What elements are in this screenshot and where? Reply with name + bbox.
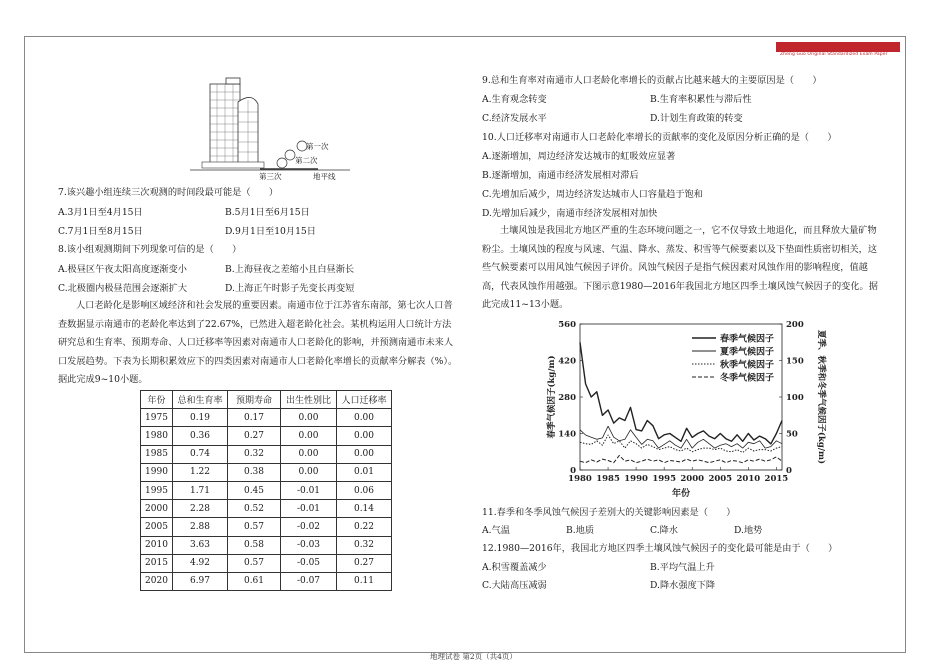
table-cell: 0.32 xyxy=(228,445,281,463)
header-banner xyxy=(776,42,900,52)
table-cell: 1990 xyxy=(141,463,173,481)
table-cell: 0.52 xyxy=(228,500,281,518)
q10-stem: 10.人口迁移率对南通市人口老龄化率增长的贡献率的变化及原因分析正确的是（ ） xyxy=(482,132,837,143)
table-cell: 1980 xyxy=(141,427,173,445)
passage-aging xyxy=(58,297,466,390)
table-row xyxy=(141,445,392,463)
q11-stem: 11.春季和冬季风蚀气候因子差别大的关键影响因素是（ ） xyxy=(482,507,736,518)
q11-option-b: B.地质 xyxy=(566,525,595,536)
table-cell: -0.01 xyxy=(281,500,337,518)
table-cell: 1995 xyxy=(141,481,173,499)
x-tick-label: 1980 xyxy=(568,474,592,484)
y-left-axis-label: 春季气候因子(kg/m) xyxy=(547,355,557,439)
table-cell: 0.27 xyxy=(337,554,392,572)
table-cell: 2020 xyxy=(141,572,173,590)
passage-wind-line: 土壤风蚀是我国北方地区严重的生态环境问题之一，它不仅导致土地退化，而且释放大量矿物 xyxy=(500,225,877,236)
table-cell: 2.88 xyxy=(173,518,228,536)
table-cell: 2000 xyxy=(141,500,173,518)
q7-option-a: A.3月1日至4月15日 xyxy=(58,207,143,218)
table-row xyxy=(141,481,392,499)
legend-label: 夏季气候因子 xyxy=(720,347,775,358)
table-cell: 0.36 xyxy=(173,427,228,445)
legend-label: 冬季气候因子 xyxy=(720,373,775,384)
table-cell: 1.71 xyxy=(173,481,228,499)
q8-option-c: C.北极圈内极昼范围会逐渐扩大 xyxy=(58,283,188,294)
table-cell: 0.06 xyxy=(337,481,392,499)
q8-option-a: A.极昼区午夜太阳高度逐渐变小 xyxy=(58,264,187,275)
passage-wind-line: 些气候要素可以用风蚀气候因子评价。风蚀气候因子是指气候因素对风蚀作用的影响程度，值越 xyxy=(482,262,868,273)
q8-option-d: D.上海正午时影子先变长再变短 xyxy=(225,283,355,294)
table-cell: 0.38 xyxy=(228,463,281,481)
contribution-table xyxy=(140,390,392,591)
table-row xyxy=(141,409,392,427)
q7-option-b: B.5月1日至6月15日 xyxy=(225,207,310,218)
q8-option-b: B.上海昼夜之差缩小且白昼渐长 xyxy=(225,264,355,275)
table-cell: 1975 xyxy=(141,409,173,427)
building-shadow-figure xyxy=(190,74,355,184)
table-cell: 0.00 xyxy=(337,427,392,445)
table-cell: 2.28 xyxy=(173,500,228,518)
y-left-tick-label: 560 xyxy=(558,320,576,330)
q9-option-d: D.计划生育政策的转变 xyxy=(650,113,743,124)
q10-option-d: D.先增加后减少，南通市经济发展相对加快 xyxy=(482,208,658,219)
table-row xyxy=(141,427,392,445)
q11-option-c: C.降水 xyxy=(650,525,678,536)
table-cell: 0.00 xyxy=(281,463,337,481)
table-cell: 0.45 xyxy=(228,481,281,499)
y-left-tick-label: 0 xyxy=(570,466,576,476)
table-row xyxy=(141,518,392,536)
table-header-cell: 预期寿命 xyxy=(228,391,281,409)
x-tick-label: 1990 xyxy=(624,474,648,484)
q7-option-c: C.7月1日至8月15日 xyxy=(58,226,143,237)
q12-stem: 12.1980—2016年，我国北方地区四季土壤风蚀气候因子的变化最可能是由于（ ） xyxy=(482,543,838,554)
table-row xyxy=(141,554,392,572)
y-right-tick-label: 0 xyxy=(786,466,792,476)
y-right-tick-label: 150 xyxy=(786,356,804,367)
q7-option-d: D.9月1日至10月15日 xyxy=(225,226,316,237)
table-cell: 0.57 xyxy=(228,554,281,572)
table-cell: 6.97 xyxy=(173,572,228,590)
legend-label: 秋季气候因子 xyxy=(720,360,775,371)
y-left-tick-label: 420 xyxy=(558,356,576,367)
y-left-tick-label: 280 xyxy=(558,393,576,403)
table-cell: 0.01 xyxy=(337,463,392,481)
table-cell: 0.27 xyxy=(228,427,281,445)
q10-option-c: C.先增加后减少，周边经济发达城市人口容量趋于饱和 xyxy=(482,189,703,200)
q11-option-d: D.地势 xyxy=(734,525,763,536)
series-line-冬季气候因子 xyxy=(580,455,782,462)
table-cell: 0.14 xyxy=(337,500,392,518)
table-cell: -0.01 xyxy=(281,481,337,499)
table-cell: 1985 xyxy=(141,445,173,463)
q12-option-d: D.降水强度下降 xyxy=(650,580,716,591)
y-right-tick-label: 100 xyxy=(786,393,804,403)
table-cell: 0.00 xyxy=(281,427,337,445)
table-cell: -0.03 xyxy=(281,536,337,554)
table-cell: 2005 xyxy=(141,518,173,536)
q12-option-a: A.积雪覆盖减少 xyxy=(482,562,547,573)
q9-option-a: A.生育观念转变 xyxy=(482,94,547,105)
table-cell: 0.32 xyxy=(337,536,392,554)
q12-option-c: C.大陆高压减弱 xyxy=(482,580,547,591)
table-cell: 0.00 xyxy=(337,445,392,463)
q10-option-b: B.逐渐增加，南通市经济发展相对滞后 xyxy=(482,170,639,181)
table-cell: 0.61 xyxy=(228,572,281,590)
q8-stem: 8.该小组观测期间下列现象可信的是（ ） xyxy=(58,244,242,255)
passage-wind-line: 此完成11~13小题。 xyxy=(482,299,569,310)
x-tick-label: 2010 xyxy=(736,474,761,484)
figure-label-second: 第二次 xyxy=(295,156,318,165)
figure-label-horizon: 地平线 xyxy=(313,172,336,181)
passage-aging-line: 口发展趋势。下表为长期积累效应下的四类因素对南通市人口老龄化率增长的贡献率分解表（%）。 xyxy=(58,355,458,367)
q9-option-b: B.生育率积累性与滞后性 xyxy=(650,94,752,105)
y-right-tick-label: 50 xyxy=(786,429,798,440)
table-header-row xyxy=(141,391,392,409)
table-cell: 0.58 xyxy=(228,536,281,554)
table-row xyxy=(141,572,392,590)
passage-wind-line: 粉尘。土壤风蚀的程度与风速、气温、降水、蒸发、积雪等气候要素以及下垫面性质密切相关，这 xyxy=(482,243,878,255)
x-axis-label: 年份 xyxy=(671,489,691,499)
table-cell: 0.11 xyxy=(337,572,392,590)
q7-stem: 7.该兴趣小组连续三次观测的时间段最可能是（ ） xyxy=(58,187,279,198)
table-cell: 2010 xyxy=(141,536,173,554)
y-right-tick-label: 200 xyxy=(786,320,804,330)
table-header-cell: 总和生育率 xyxy=(173,391,228,409)
series-line-春季气候因子 xyxy=(580,342,782,444)
table-cell: 1.22 xyxy=(173,463,228,481)
table-header-cell: 年份 xyxy=(141,391,173,409)
table-cell: 3.63 xyxy=(173,536,228,554)
q9-stem: 9.总和生育率对南通市人口老龄化率增长的贡献占比越来越大的主要原因是（ ） xyxy=(482,75,822,86)
passage-aging-line: 人口老龄化是影响区域经济和社会发展的重要因素。南通市位于江苏省东南部，第七次人口普 xyxy=(76,300,453,311)
table-cell: 0.22 xyxy=(337,518,392,536)
table-header-cell: 出生性别比 xyxy=(281,391,337,409)
table-row xyxy=(141,536,392,554)
table-cell: 0.00 xyxy=(337,409,392,427)
x-tick-label: 1985 xyxy=(596,474,620,484)
q10-option-a: A.逐渐增加，周边经济发达城市的虹吸效应显著 xyxy=(482,151,676,162)
q11-option-a: A.气温 xyxy=(482,525,510,536)
table-cell: 0.19 xyxy=(173,409,228,427)
x-tick-label: 2000 xyxy=(680,474,705,484)
passage-wind-erosion xyxy=(482,222,890,315)
y-right-axis-label: 夏季、秋季和冬季气候因子(kg/m) xyxy=(816,330,826,464)
passage-aging-line: 据此完成9~10小题。 xyxy=(58,374,148,385)
table-cell: 2015 xyxy=(141,554,173,572)
table-cell: 0.00 xyxy=(281,445,337,463)
table-row xyxy=(141,500,392,518)
x-tick-label: 2005 xyxy=(708,474,733,484)
table-cell: 0.74 xyxy=(173,445,228,463)
table-cell: 0.17 xyxy=(228,409,281,427)
table-cell: 4.92 xyxy=(173,554,228,572)
table-cell: -0.02 xyxy=(281,518,337,536)
table-row xyxy=(141,463,392,481)
passage-wind-line: 高，代表风蚀作用越强。下图示意1980—2016年我国北方地区四季土壤风蚀气候因子的变化。据 xyxy=(482,280,878,292)
table-cell: 0.57 xyxy=(228,518,281,536)
table-cell: 0.00 xyxy=(281,409,337,427)
x-tick-label: 1995 xyxy=(652,474,677,484)
figure-label-first: 第一次 xyxy=(306,142,329,151)
wind-erosion-chart xyxy=(540,316,830,502)
page-footer: 地理试卷 第2页（共4页） xyxy=(430,652,517,661)
legend-label: 春季气候因子 xyxy=(720,334,775,345)
passage-aging-line: 研究总和生育率、预期寿命、人口迁移率等因素对南通市人口老龄化的影响，并预测南通市未来人 xyxy=(58,337,454,348)
header-banner-text: Zheng Guo Original Standardized Exam Paper xyxy=(780,52,888,57)
figure-label-third: 第三次 xyxy=(259,172,282,181)
x-tick-label: 2015 xyxy=(764,474,789,484)
table-cell: -0.07 xyxy=(281,572,337,590)
q12-option-b: B.平均气温上升 xyxy=(650,562,715,573)
table-header-cell: 人口迁移率 xyxy=(337,391,392,409)
q9-option-c: C.经济发展水平 xyxy=(482,113,547,124)
passage-aging-line: 查数据显示南通市的老龄化率达到了22.67%，已然进入超老龄化社会。某机构运用人口统计方法 xyxy=(58,318,452,330)
y-left-tick-label: 140 xyxy=(558,429,576,440)
table-cell: -0.05 xyxy=(281,554,337,572)
